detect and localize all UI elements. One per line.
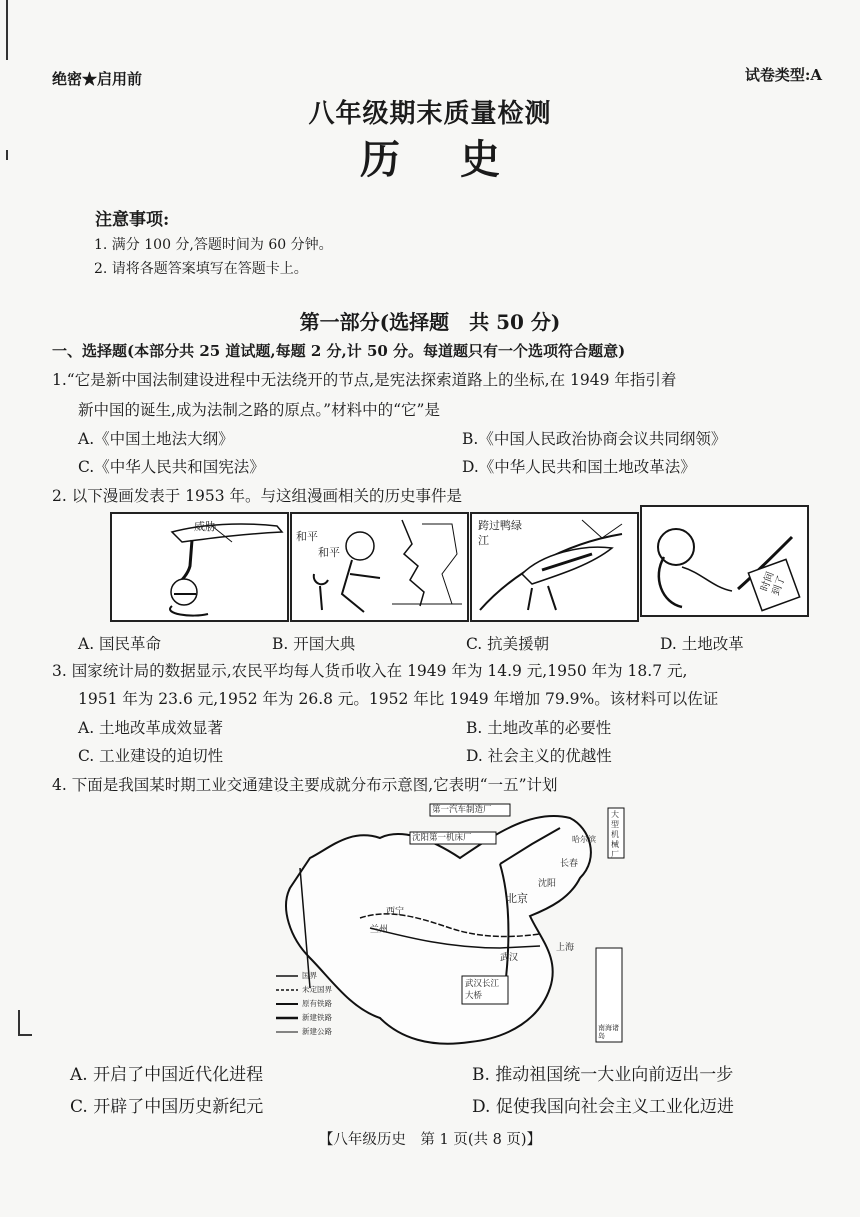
map-callout-fawcar: 第一汽车制造厂 [432, 805, 492, 815]
cartoon-label-peace: 和平 [296, 530, 318, 543]
question-2-option-a: A. 国民革命 [78, 635, 162, 653]
question-1-stem: 1.“它是新中国法制建设进程中无法绕开的节点,是宪法探索道路上的坐标,在 1949 年指引着 [52, 371, 677, 389]
map-city-lanzhou: 兰州 [370, 925, 389, 935]
scan-mark [18, 1034, 32, 1036]
confidential-label: 绝密★启用前 [52, 70, 143, 88]
question-4-option-d: D. 促使我国向社会主义工业化迈进 [472, 1097, 734, 1117]
cartoon-label-threat: 威胁 [194, 520, 216, 533]
map-inset-south-china-sea: 南海诸岛 [598, 1024, 619, 1040]
map-callout-shenyang-machine: 沈阳第一机床厂 [412, 833, 472, 843]
question-2-option-b: B. 开国大典 [272, 635, 356, 653]
question-4-option-c: C. 开辟了中国历史新纪元 [70, 1097, 264, 1117]
map-legend-undefined-border: 未定国界 [302, 985, 332, 994]
question-3-stem: 1951 年为 23.6 元,1952 年为 26.8 元。1952 年比 1949 年增加 79.9%。该材料可以佐证 [78, 690, 719, 708]
notice-heading: 注意事项: [95, 210, 170, 230]
question-3-option-b: B. 土地改革的必要性 [466, 719, 612, 737]
industry-map [270, 798, 625, 1050]
question-1-option-c: C.《中华人民共和国宪法》 [78, 458, 265, 476]
cartoon-2-drawing [292, 514, 467, 620]
question-4-option-a: A. 开启了中国近代化进程 [70, 1065, 264, 1085]
map-city-wuhan: 武汉 [500, 953, 519, 963]
page-footer: 【八年级历史 第 1 页(共 8 页)】 [318, 1132, 542, 1148]
scan-mark [6, 0, 8, 60]
cartoon-panel-1 [110, 512, 289, 622]
question-3-option-a: A. 土地改革成效显著 [78, 719, 224, 737]
map-legend-border: 国界 [302, 971, 317, 980]
question-2-stem: 2. 以下漫画发表于 1953 年。与这组漫画相关的历史事件是 [52, 487, 463, 505]
cartoon-panel-4 [640, 505, 809, 617]
exam-title: 八年级期末质量检测 [308, 99, 552, 129]
map-callout-wuhan-bridge: 武汉长江大桥 [465, 979, 500, 1001]
cartoon-panel-3 [470, 512, 639, 622]
map-legend-new-railway: 新建铁路 [302, 1013, 332, 1022]
section-instructions: 一、选择题(本部分共 25 道试题,每题 2 分,计 50 分。每道题只有一个选项符合题意) [52, 342, 626, 360]
question-1-option-d: D.《中华人民共和国土地改革法》 [462, 458, 696, 476]
cartoon-label-peace: 和平 [318, 546, 340, 559]
part-title: 第一部分(选择题 共 50 分) [299, 310, 561, 334]
cartoon-label-time-up: 时间到了 [759, 570, 788, 597]
question-2-option-c: C. 抗美援朝 [466, 635, 550, 653]
question-4-option-b: B. 推动祖国统一大业向前迈出一步 [472, 1065, 734, 1085]
map-city-shenyang: 沈阳 [538, 879, 557, 889]
question-1-option-a: A.《中国土地法大纲》 [78, 430, 234, 448]
map-city-changchun: 长春 [560, 859, 579, 869]
notice-item: 2. 请将各题答案填写在答题卡上。 [94, 261, 308, 277]
question-3-option-c: C. 工业建设的迫切性 [78, 747, 224, 765]
question-3-stem: 3. 国家统计局的数据显示,农民平均每人货币收入在 1949 年为 14.9 元,1950 年为 18.7 元, [52, 662, 688, 680]
cartoon-4-drawing [642, 507, 807, 615]
cartoon-label-cross-yalu: 跨过鸭绿江 [478, 519, 522, 547]
question-2-option-d: D. 土地改革 [660, 635, 744, 653]
question-4-stem: 4. 下面是我国某时期工业交通建设主要成就分布示意图,它表明“一五”计划 [52, 776, 558, 794]
paper-type: 试卷类型:A [744, 66, 822, 84]
subject-title: 历史 [360, 136, 560, 183]
cartoon-panel-2 [290, 512, 469, 622]
map-city-beijing: 北京 [506, 892, 528, 905]
scan-mark [18, 1010, 20, 1036]
map-city-xining: 西宁 [386, 907, 405, 917]
map-callout-heavy-machinery: 大型机械厂 [611, 810, 619, 859]
map-legend-old-railway: 原有铁路 [302, 999, 332, 1008]
notice-item: 1. 满分 100 分,答题时间为 60 分钟。 [94, 237, 333, 253]
question-3-option-d: D. 社会主义的优越性 [466, 747, 612, 765]
map-city-harbin: 哈尔滨 [572, 835, 596, 844]
map-city-shanghai: 上海 [556, 943, 575, 953]
question-1-option-b: B.《中国人民政治协商会议共同纲领》 [462, 430, 727, 448]
map-legend-new-highway: 新建公路 [302, 1027, 332, 1036]
question-1-stem: 新中国的诞生,成为法制之路的原点。”材料中的“它”是 [78, 401, 440, 419]
